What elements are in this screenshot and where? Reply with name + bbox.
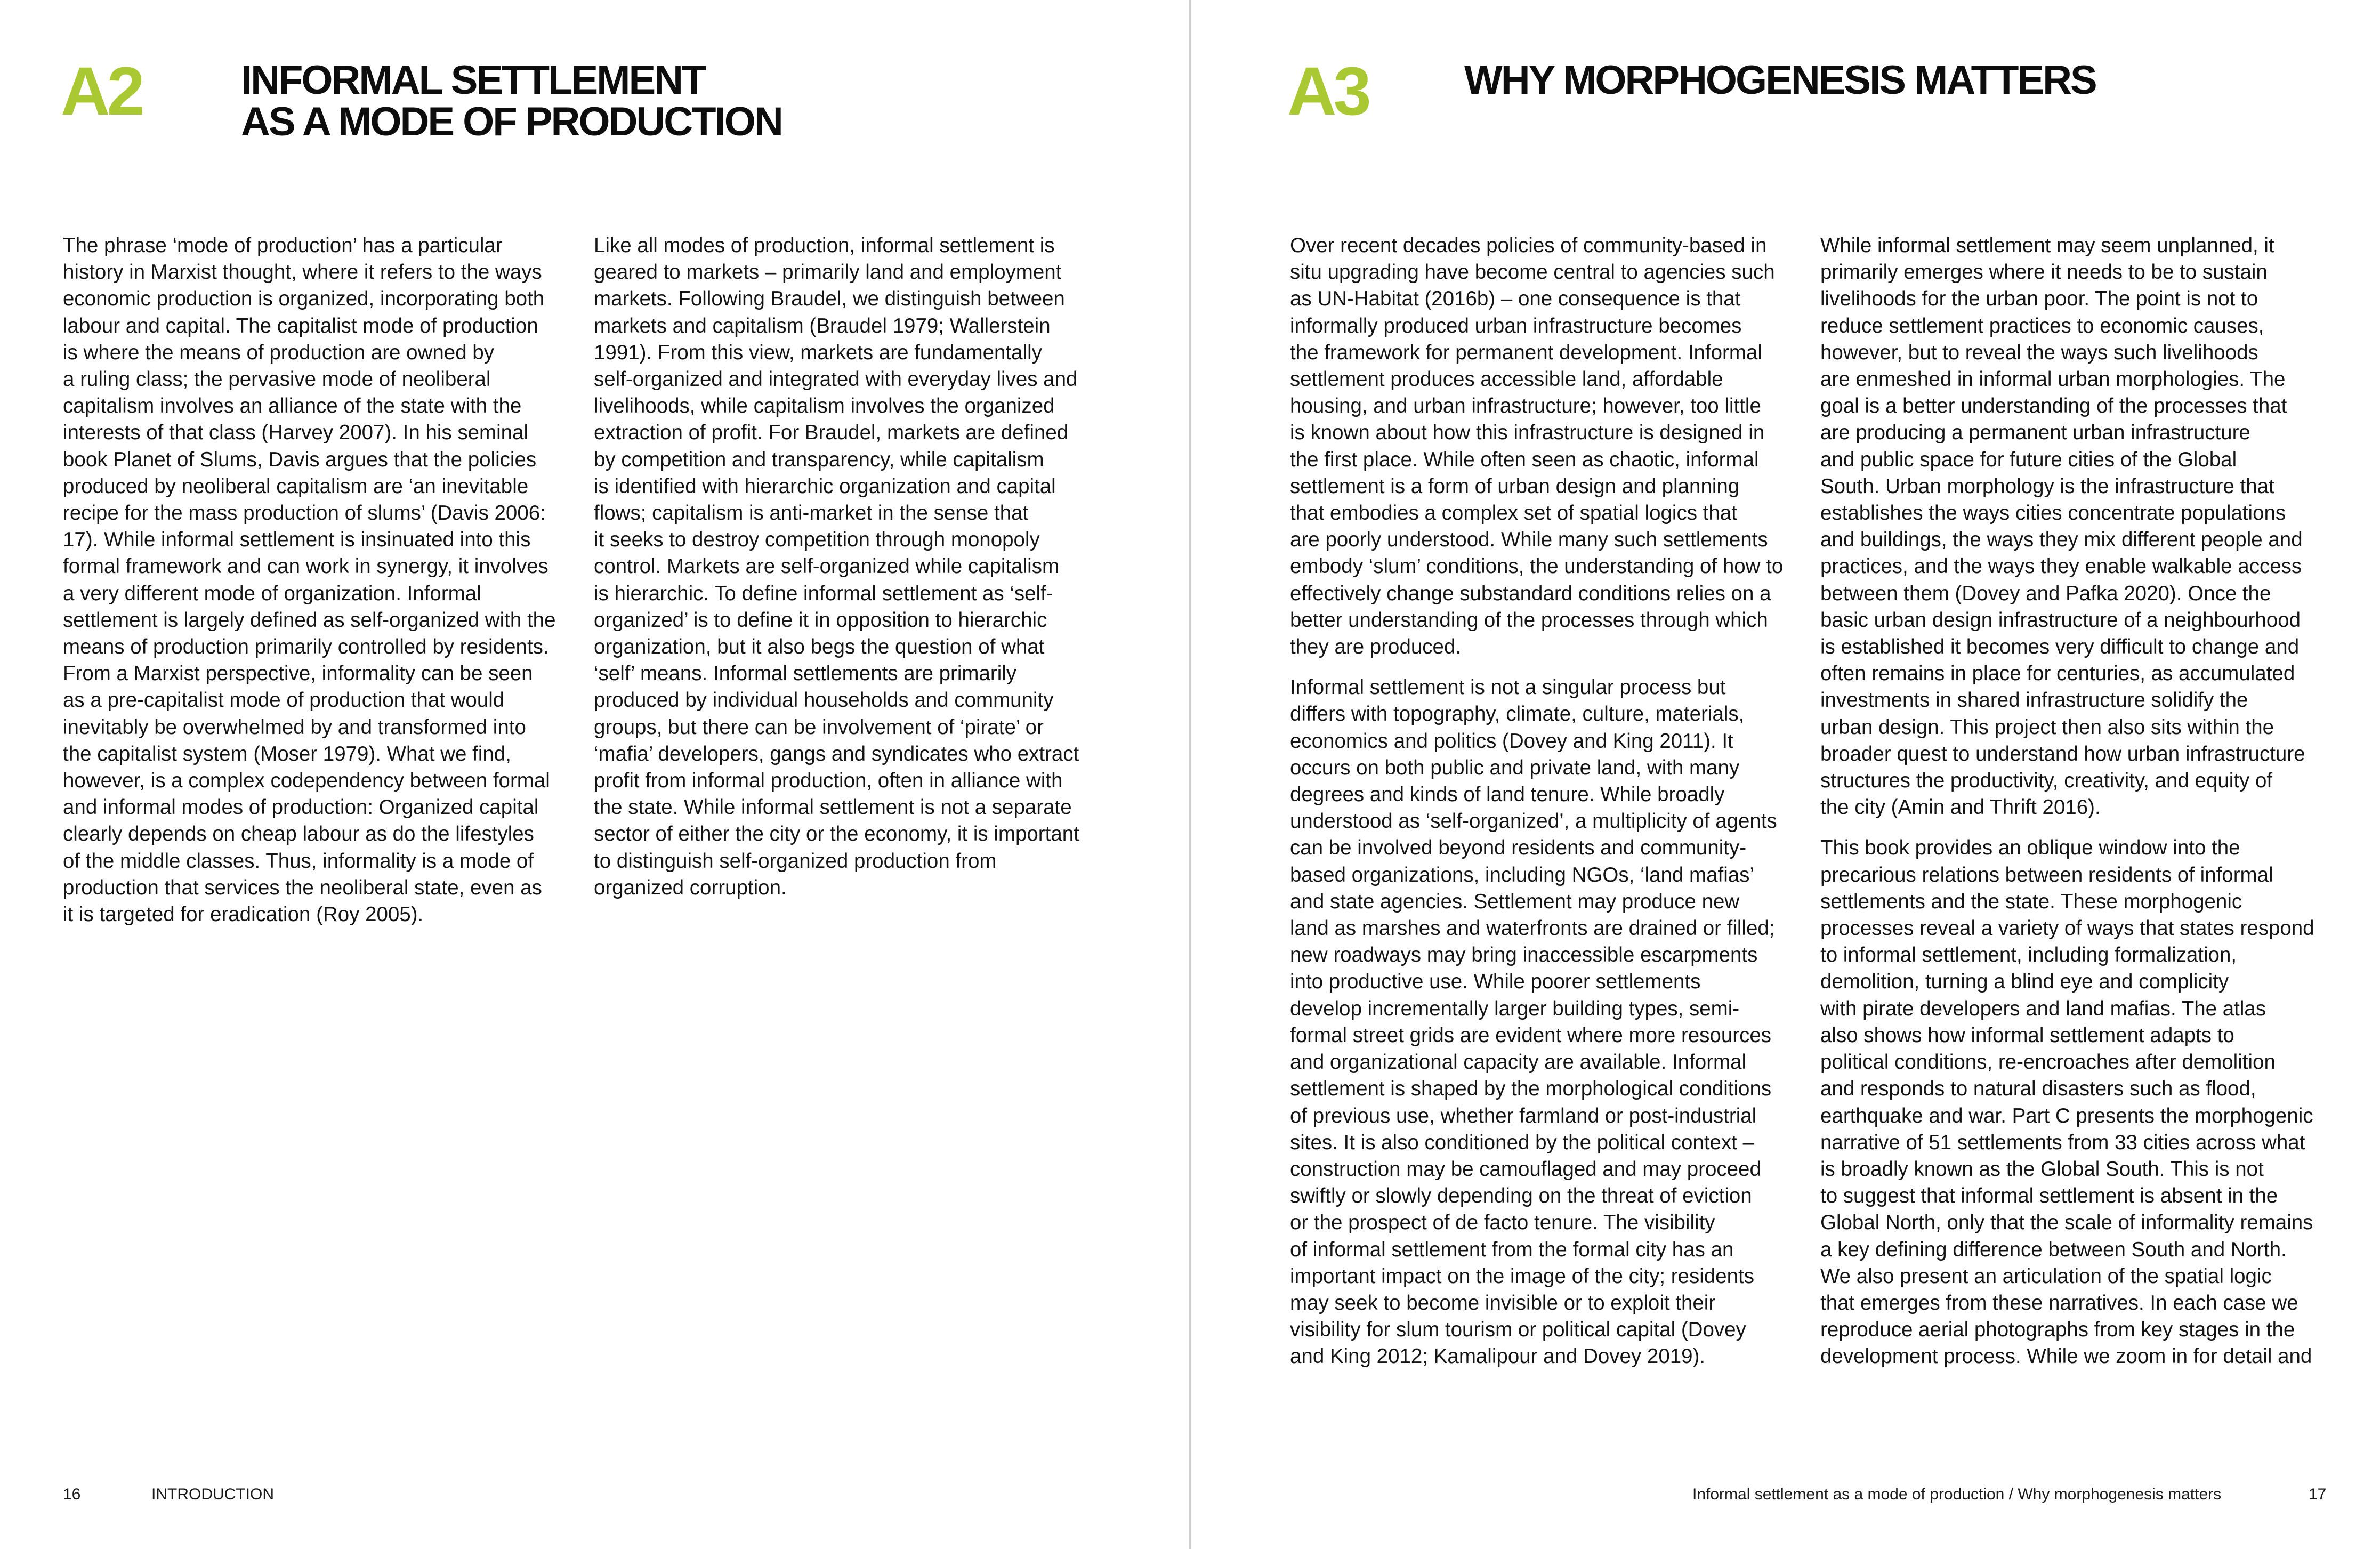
- text-line: book Planet of Slums, Davis argues that the policies: [63, 448, 537, 471]
- text-line: visibility for slum tourism or political capital (Dovey: [1290, 1318, 1746, 1342]
- text-line: important impact on the image of the city; residents: [1290, 1264, 1754, 1288]
- title-line: AS A MODE OF PRODUCTION: [241, 99, 782, 144]
- text-line: of informal settlement from the formal city has an: [1290, 1238, 1734, 1261]
- text-line: The phrase ‘mode of production’ has a particular: [63, 234, 503, 257]
- body-column-right: [1820, 232, 2314, 1384]
- text-line: however, is a complex codependency between formal: [63, 769, 550, 793]
- text-line: practices, and the ways they enable walkable access: [1820, 555, 2302, 578]
- folio-page-number: 16: [63, 1486, 81, 1503]
- text-line: This book provides an oblique window into the: [1820, 836, 2240, 860]
- text-line: flows; capitalism is anti-market in the sense that: [594, 502, 1029, 525]
- text-line: reproduce aerial photographs from key stages in the: [1820, 1318, 2295, 1342]
- text-line: organization, but it also begs the question of what: [594, 635, 1045, 659]
- text-line: and organizational capacity are available. Informal: [1290, 1051, 1747, 1074]
- paragraph: [1820, 232, 2314, 821]
- text-line: to informal settlement, including formalization,: [1820, 943, 2237, 967]
- text-line: settlement produces accessible land, affordable: [1290, 368, 1723, 391]
- text-line: is where the means of production are owned by: [63, 341, 494, 364]
- text-line: capitalism involves an alliance of the state with the: [63, 394, 522, 418]
- text-line: are poorly understood. While many such settlements: [1290, 528, 1768, 552]
- text-line: of the middle classes. Thus, informality is a mode of: [63, 849, 534, 873]
- text-line: interests of that class (Harvey 2007). In his seminal: [63, 421, 529, 445]
- text-line: is identified with hierarchic organization and capital: [594, 474, 1056, 498]
- text-line: by competition and transparency, while capitalism: [594, 448, 1044, 471]
- text-line: a ruling class; the pervasive mode of neoliberal: [63, 368, 491, 391]
- text-line: structures the productivity, creativity, and equity of: [1820, 769, 2273, 793]
- text-line: clearly depends on cheap labour as do the lifestyles: [63, 822, 534, 846]
- text-line: is broadly known as the Global South. This is not: [1820, 1157, 2264, 1181]
- title-line: INFORMAL SETTLEMENT: [241, 58, 705, 103]
- text-line: Like all modes of production, informal settlement is: [594, 234, 1055, 257]
- text-line: formal framework and can work in synergy, it involves: [63, 555, 548, 578]
- text-line: the first place. While often seen as chaotic, informal: [1290, 448, 1759, 471]
- text-line: that emerges from these narratives. In each case we: [1820, 1291, 2298, 1314]
- text-line: Over recent decades policies of community-based in: [1290, 234, 1767, 257]
- text-line: livelihoods for the urban poor. The point is not to: [1820, 287, 2258, 311]
- text-line: however, but to reveal the ways such livelihoods: [1820, 341, 2258, 364]
- text-line: differs with topography, climate, culture, materials,: [1290, 703, 1745, 726]
- text-line: organized’ is to define it in opposition to hierarchic: [594, 608, 1047, 632]
- text-line: produced by neoliberal capitalism are ‘an inevitable: [63, 474, 529, 498]
- text-line: goal is a better understanding of the processes that: [1820, 394, 2287, 418]
- text-line: development process. While we zoom in for detail and: [1820, 1345, 2312, 1368]
- text-line: political conditions, re-encroaches after demolition: [1820, 1051, 2276, 1074]
- text-line: processes reveal a variety of ways that states respond: [1820, 917, 2314, 940]
- text-line: sites. It is also conditioned by the political context –: [1290, 1131, 1755, 1154]
- text-line: may seek to become invisible or to exploit their: [1290, 1291, 1716, 1314]
- text-line: settlement is largely defined as self-organized with the: [63, 608, 556, 632]
- text-line: between them (Dovey and Pafka 2020). Once the: [1820, 582, 2271, 605]
- paragraph: [1290, 232, 1783, 660]
- text-line: Informal settlement is not a singular process but: [1290, 676, 1726, 699]
- text-line: effectively change substandard conditions relies on a: [1290, 582, 1771, 605]
- text-line: sector of either the city or the economy, it is important: [594, 822, 1079, 846]
- text-line: is established it becomes very difficult to change and: [1820, 635, 2300, 659]
- text-line: establishes the ways cities concentrate populations: [1820, 502, 2286, 525]
- folio-section-label: INTRODUCTION: [151, 1486, 274, 1503]
- text-line: swiftly or slowly depending on the threat of eviction: [1290, 1184, 1752, 1208]
- left-page: [0, 0, 1189, 1549]
- text-line: and public space for future cities of the Global: [1820, 448, 2237, 471]
- text-line: and buildings, the ways they mix different people and: [1820, 528, 2303, 552]
- text-line: basic urban design infrastructure of a neighbourhood: [1820, 608, 2301, 632]
- text-line: We also present an articulation of the spatial logic: [1820, 1264, 2272, 1288]
- text-line: to distinguish self-organized production from: [594, 849, 997, 873]
- section-number-a2: A2: [61, 53, 142, 130]
- text-line: broader quest to understand how urban infrastructure: [1820, 742, 2305, 765]
- text-line: to suggest that informal settlement is absent in the: [1820, 1184, 2278, 1208]
- text-line: or the prospect of de facto tenure. The visibility: [1290, 1211, 1715, 1235]
- text-line: organized corruption.: [594, 876, 787, 899]
- text-line: embody ‘slum’ conditions, the understanding of how to: [1290, 555, 1784, 578]
- text-line: inevitably be overwhelmed by and transformed into: [63, 715, 526, 739]
- text-line: into productive use. While poorer settlements: [1290, 970, 1701, 994]
- text-line: extraction of profit. For Braudel, markets are defined: [594, 421, 1069, 445]
- text-line: land as marshes and waterfronts are drained or filled;: [1290, 917, 1775, 940]
- text-line: the city (Amin and Thrift 2016).: [1820, 796, 2101, 819]
- text-line: and informal modes of production: Organized capital: [63, 796, 539, 819]
- text-line: history in Marxist thought, where it refers to the ways: [63, 261, 542, 284]
- text-line: is hierarchic. To define informal settlement as ‘self-: [594, 582, 1053, 605]
- text-line: with pirate developers and land mafias. The atlas: [1820, 997, 2266, 1020]
- text-line: livelihoods, while capitalism involves the organized: [594, 394, 1055, 418]
- text-line: and state agencies. Settlement may produce new: [1290, 890, 1740, 913]
- text-line: situ upgrading have become central to agencies such: [1290, 261, 1775, 284]
- text-line: investments in shared infrastructure solidify the: [1820, 689, 2248, 712]
- text-line: economics and politics (Dovey and King 2011). It: [1290, 729, 1733, 753]
- text-line: are enmeshed in informal urban morphologies. The: [1820, 368, 2286, 391]
- text-line: degrees and kinds of land tenure. While broadly: [1290, 783, 1725, 806]
- paragraph: [1290, 674, 1783, 1370]
- text-line: is known about how this infrastructure is designed in: [1290, 421, 1765, 445]
- folio-page-number: 17: [2309, 1486, 2327, 1503]
- text-line: 1991). From this view, markets are fundamentally: [594, 341, 1042, 364]
- text-line: control. Markets are self-organized while capitalism: [594, 555, 1060, 578]
- text-line: profit from informal production, often in alliance with: [594, 769, 1063, 793]
- title-line: WHY MORPHOGENESIS MATTERS: [1464, 58, 2096, 103]
- text-line: While informal settlement may seem unplanned, it: [1820, 234, 2274, 257]
- text-line: precarious relations between residents of informal: [1820, 863, 2273, 886]
- text-line: housing, and urban infrastructure; however, too little: [1290, 394, 1761, 418]
- right-page: [1191, 0, 2380, 1549]
- text-line: recipe for the mass production of slums’ (Davis 2006:: [63, 502, 546, 525]
- text-line: labour and capital. The capitalist mode of production: [63, 314, 538, 337]
- body-column-left: [63, 232, 556, 942]
- paragraph: [1820, 835, 2314, 1370]
- text-line: South. Urban morphology is the infrastructure that: [1820, 474, 2274, 498]
- text-line: earthquake and war. Part C presents the morphogenic: [1820, 1104, 2313, 1127]
- text-line: that embodies a complex set of spatial logics that: [1290, 502, 1737, 525]
- paragraph: [594, 232, 1079, 901]
- text-line: settlements and the state. These morphogenic: [1820, 890, 2242, 913]
- text-line: occurs on both public and private land, with many: [1290, 756, 1740, 779]
- text-line: ‘mafia’ developers, gangs and syndicates who extract: [594, 742, 1079, 765]
- text-line: settlement is a form of urban design and planning: [1290, 474, 1740, 498]
- text-line: informally produced urban infrastructure becomes: [1290, 314, 1742, 337]
- body-column-left: [1290, 232, 1783, 1384]
- folio-running-head: Informal settlement as a mode of production / Why morphogenesis matters: [1692, 1486, 2222, 1503]
- text-line: self-organized and integrated with everyday lives and: [594, 368, 1078, 391]
- text-line: reduce settlement practices to economic causes,: [1820, 314, 2264, 337]
- text-line: the state. While informal settlement is not a separate: [594, 796, 1072, 819]
- section-title-a2: [241, 60, 782, 143]
- text-line: produced by individual households and community: [594, 689, 1054, 712]
- text-line: narrative of 51 settlements from 33 cities across what: [1820, 1131, 2305, 1154]
- text-line: production that services the neoliberal state, even as: [63, 876, 542, 899]
- text-line: and King 2012; Kamalipour and Dovey 2019).: [1290, 1345, 1706, 1368]
- text-line: develop incrementally larger building types, semi-: [1290, 997, 1740, 1020]
- text-line: economic production is organized, incorporating both: [63, 287, 545, 311]
- text-line: it is targeted for eradication (Roy 2005).: [63, 903, 424, 926]
- text-line: and responds to natural disasters such as flood,: [1820, 1077, 2256, 1101]
- text-line: based organizations, including NGOs, ‘land mafias’: [1290, 863, 1754, 886]
- text-line: markets. Following Braudel, we distinguish between: [594, 287, 1065, 311]
- text-line: also shows how informal settlement adapts to: [1820, 1023, 2234, 1047]
- text-line: geared to markets – primarily land and employment: [594, 261, 1062, 284]
- text-line: settlement is shaped by the morphological conditions: [1290, 1077, 1772, 1101]
- text-line: better understanding of the processes through which: [1290, 608, 1768, 632]
- paragraph: [63, 232, 556, 928]
- section-number-a3: A3: [1287, 53, 1368, 130]
- text-line: the framework for permanent development. Informal: [1290, 341, 1762, 364]
- text-line: they are produced.: [1290, 635, 1462, 659]
- text-line: new roadways may bring inaccessible escarpments: [1290, 943, 1758, 967]
- text-line: as UN-Habitat (2016b) – one consequence is that: [1290, 287, 1741, 311]
- text-line: formal street grids are evident where more resources: [1290, 1023, 1771, 1047]
- text-line: ‘self’ means. Informal settlements are primarily: [594, 662, 1017, 685]
- text-line: the capitalist system (Moser 1979). What we find,: [63, 742, 511, 765]
- body-column-right: [594, 232, 1079, 915]
- text-line: primarily emerges where it needs to be to sustain: [1820, 261, 2268, 284]
- text-line: markets and capitalism (Braudel 1979; Wallerstein: [594, 314, 1051, 337]
- text-line: Global North, only that the scale of informality remains: [1820, 1211, 2313, 1235]
- text-line: groups, but there can be involvement of ‘pirate’ or: [594, 715, 1044, 739]
- section-title-a3: [1464, 60, 2096, 101]
- text-line: urban design. This project then also sits within the: [1820, 715, 2274, 739]
- text-line: understood as ‘self-organized’, a multiplicity of agents: [1290, 810, 1777, 833]
- text-line: often remains in place for centuries, as accumulated: [1820, 662, 2295, 685]
- text-line: are producing a permanent urban infrastructure: [1820, 421, 2250, 445]
- text-line: From a Marxist perspective, informality can be seen: [63, 662, 533, 685]
- text-line: can be involved beyond residents and community-: [1290, 836, 1747, 860]
- text-line: construction may be camouflaged and may proceed: [1290, 1157, 1761, 1181]
- text-line: as a pre-capitalist mode of production that would: [63, 689, 505, 712]
- text-line: means of production primarily controlled by residents.: [63, 635, 549, 659]
- text-line: a very different mode of organization. Informal: [63, 582, 481, 605]
- text-line: demolition, turning a blind eye and complicity: [1820, 970, 2229, 994]
- text-line: a key defining difference between South and North.: [1820, 1238, 2287, 1261]
- text-line: of previous use, whether farmland or post-industrial: [1290, 1104, 1757, 1127]
- text-line: it seeks to destroy competition through monopoly: [594, 528, 1040, 552]
- text-line: 17). While informal settlement is insinuated into this: [63, 528, 531, 552]
